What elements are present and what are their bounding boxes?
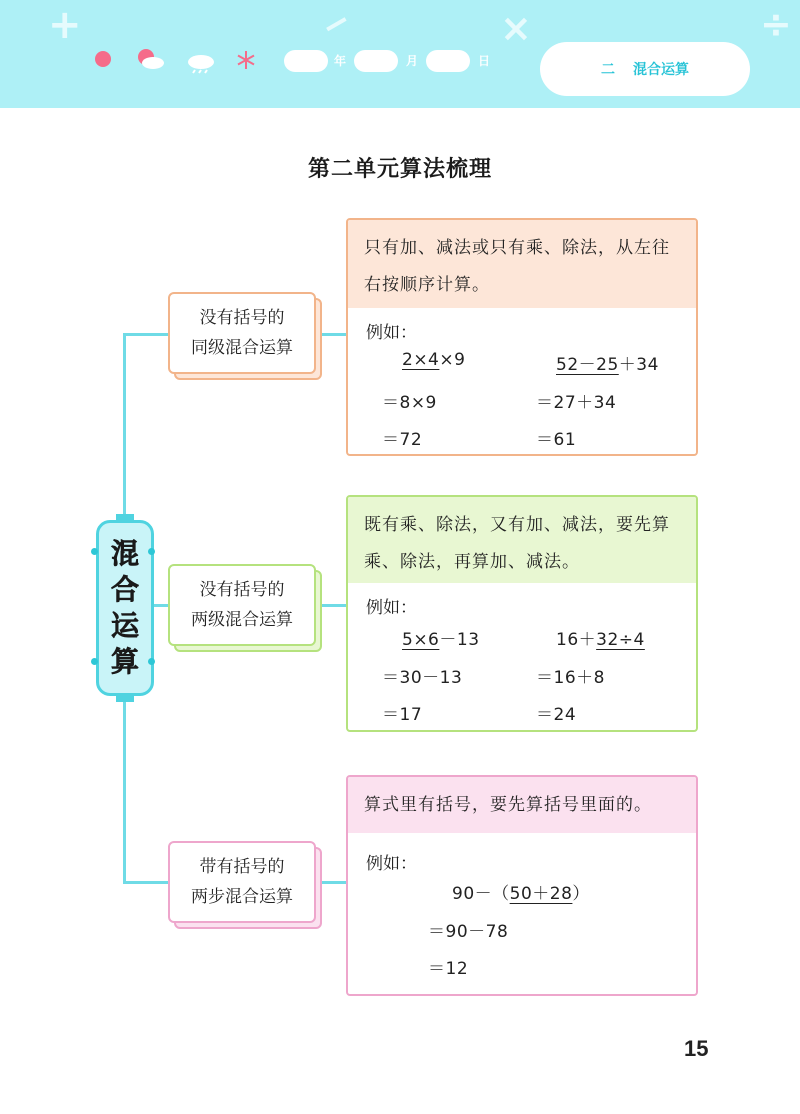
category-line: 带有括号的 (199, 857, 285, 877)
card-link-3 (318, 881, 348, 884)
rule-line: 右按顺序计算。 (364, 275, 490, 295)
year-label: 年 (334, 54, 347, 68)
day-label: 日 (478, 54, 491, 68)
page-number: 15 (684, 1036, 709, 1061)
divide-decoration-icon: ÷ (760, 2, 792, 46)
root-dot (91, 548, 98, 555)
example-label: 例如： (366, 854, 417, 874)
underlined-step: 2×4 (402, 350, 440, 370)
root-dot (148, 658, 155, 665)
plus-decoration-icon: + (48, 2, 82, 48)
rule-line: 既有乘、除法，又有加、减法，要先算 (364, 515, 670, 535)
math-line: ＝8×9 (382, 393, 437, 413)
rule-line: 算式里有括号，要先算括号里面的。 (364, 795, 652, 815)
math-line: ＝72 (382, 430, 423, 450)
month-field[interactable] (354, 50, 398, 72)
card-link-1 (318, 333, 348, 336)
category-box-two-level (168, 564, 316, 646)
math-line: 5×6－13 (402, 630, 480, 650)
root-char: 算 (110, 645, 139, 678)
header-band (0, 0, 800, 108)
category-box-same-level (168, 292, 316, 374)
math-line: ＝24 (536, 705, 577, 725)
category-line: 没有括号的 (199, 308, 285, 328)
math-line: ＝12 (428, 959, 469, 979)
underlined-step: 5×6 (402, 630, 440, 650)
branch-line-3 (123, 881, 169, 884)
category-line: 同级混合运算 (191, 338, 293, 358)
sun-icon (94, 50, 112, 68)
rule-line: 只有加、减法或只有乘、除法，从左往 (364, 238, 670, 258)
chapter-badge (540, 42, 750, 96)
example-label: 例如： (366, 323, 417, 343)
category-line: 没有括号的 (199, 580, 285, 600)
rule-text (348, 497, 696, 583)
example-label: 例如： (366, 598, 417, 618)
rule-card-same-level (346, 218, 698, 456)
root-char: 运 (110, 609, 139, 642)
math-line: ＝61 (536, 430, 577, 450)
math-line: ＝16＋8 (536, 668, 605, 688)
root-char: 混 (110, 537, 139, 570)
rule-card-two-level (346, 495, 698, 732)
category-line: 两级混合运算 (191, 610, 293, 630)
root-dot (148, 548, 155, 555)
underlined-step: 52－25 (556, 355, 619, 375)
card-link-2 (318, 604, 348, 607)
example-area (348, 583, 696, 732)
category-box-brackets (168, 841, 316, 923)
rule-text (348, 777, 696, 833)
rule-text (348, 220, 696, 308)
math-line: ＝27＋34 (536, 393, 617, 413)
chapter-name: 混合运算 (633, 62, 689, 78)
math-line: 90－（50＋28） (452, 884, 590, 904)
rule-card-brackets (346, 775, 698, 996)
math-line: 52－25＋34 (556, 355, 659, 375)
snowflake-icon (236, 50, 256, 70)
year-field[interactable] (284, 50, 328, 72)
branch-line-1 (123, 333, 169, 336)
root-node (96, 520, 154, 696)
underlined-step: 50＋28 (509, 884, 573, 904)
math-line: 16＋32÷4 (556, 630, 645, 650)
underlined-step: 32÷4 (596, 630, 645, 650)
chapter-number: 二 (601, 62, 615, 78)
root-dot (91, 658, 98, 665)
math-line: ＝17 (382, 705, 423, 725)
math-line: 2×4×9 (402, 350, 466, 370)
rule-line: 乘、除法，再算加、减法。 (364, 552, 580, 572)
math-line: ＝90－78 (428, 922, 509, 942)
example-area (348, 308, 696, 456)
sun-cloud-icon (136, 48, 166, 72)
month-label: 月 (406, 54, 419, 68)
minus-decoration-icon: − (313, 0, 359, 49)
math-line: ＝30－13 (382, 668, 463, 688)
root-char: 合 (110, 573, 139, 606)
cloud-icon (186, 52, 216, 74)
category-line: 两步混合运算 (191, 887, 293, 907)
times-decoration-icon: × (500, 6, 532, 50)
example-area (348, 833, 696, 996)
page-title: 第二单元算法梳理 (307, 157, 492, 182)
day-field[interactable] (426, 50, 470, 72)
